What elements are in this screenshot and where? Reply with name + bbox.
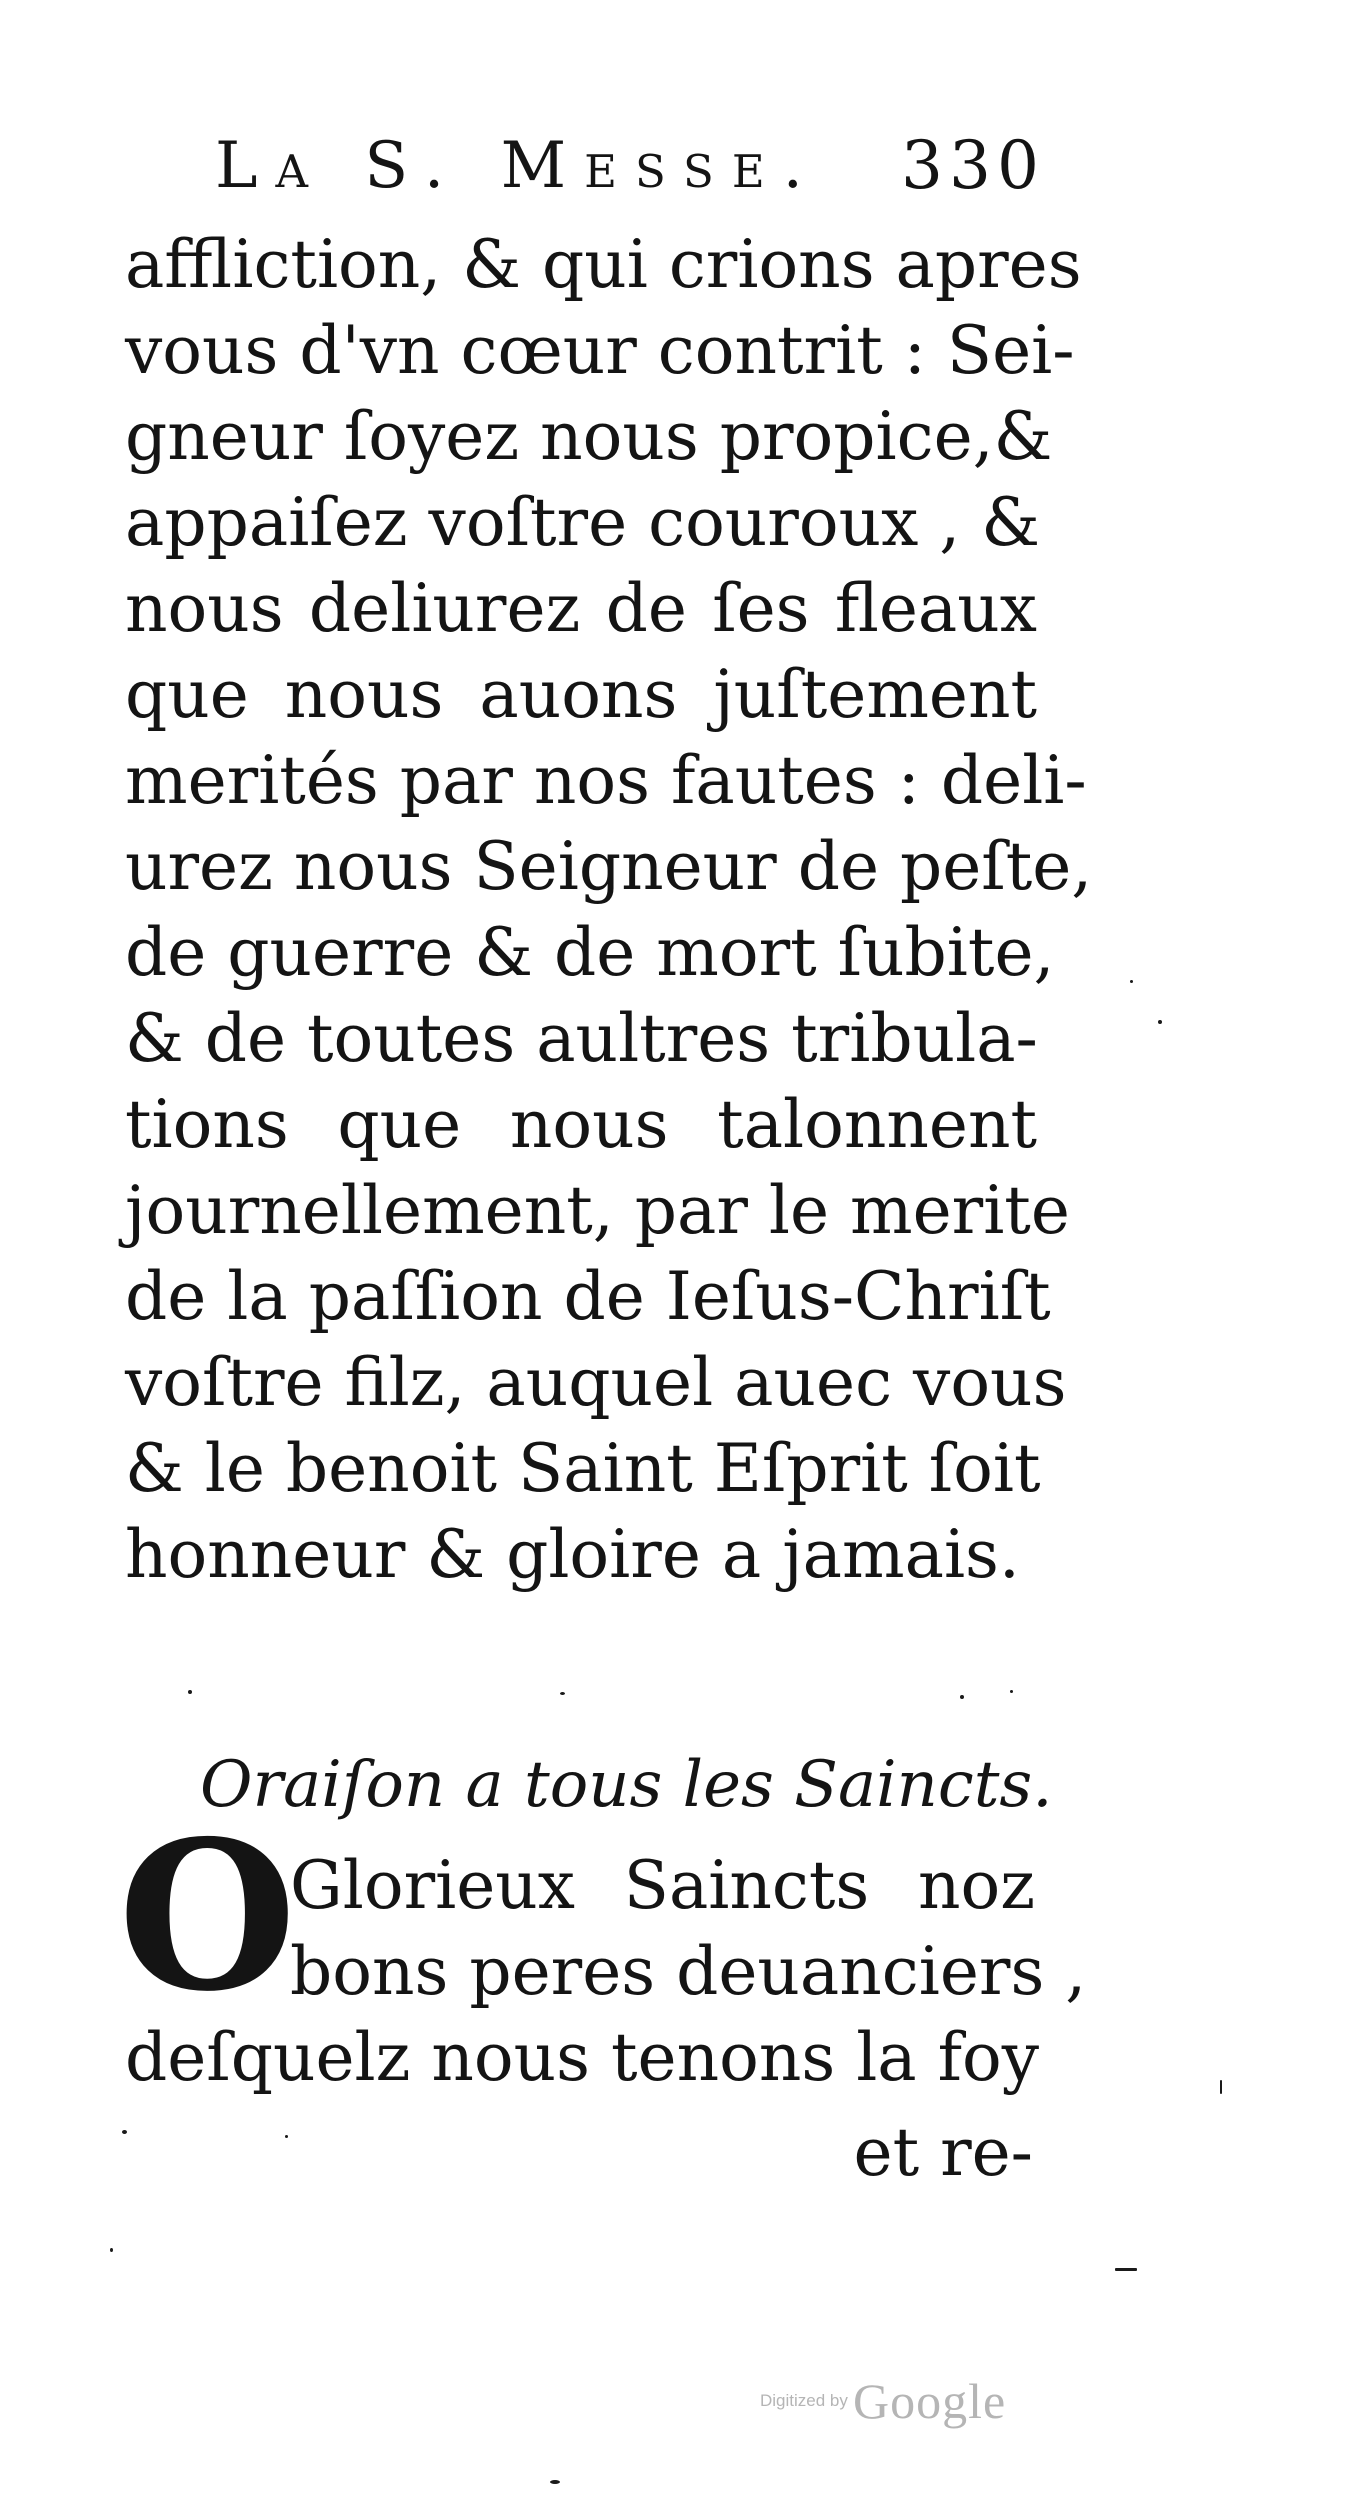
text-line: tions que nous talonnent: [125, 1086, 1037, 1163]
catchword: et re-: [853, 2114, 1033, 2191]
page-header: [215, 118, 1045, 214]
scan-speck: [110, 2248, 113, 2252]
text-line: & le benoit Saint Eſprit ſoit: [125, 1430, 1041, 1507]
scan-speck: [122, 2130, 127, 2134]
paragraph-prayer-indented: [290, 1843, 1087, 2015]
text-line: appaiſez voſtre couroux , &: [125, 484, 1041, 561]
text-line: honneur & gloire a jamais.: [125, 1516, 1020, 1593]
scan-speck: [1115, 2268, 1137, 2271]
paragraph-prayer: [125, 2015, 1040, 2101]
digitization-watermark: [760, 2372, 1006, 2430]
text-line: de la paſſion de Ieſus-Chriſt: [125, 1258, 1051, 1335]
text-line: affliction, & qui crions apres: [125, 226, 1082, 303]
text-line: que nous auons juſtement: [125, 656, 1037, 733]
text-line: gneur ſoyez nous propice,&: [125, 398, 1053, 475]
text-line: merités par nos fautes : deli-: [125, 742, 1087, 819]
section-heading: Oraiſon a tous les Saincts.: [200, 1748, 1053, 1822]
paragraph-litany: [125, 222, 1093, 1598]
scan-speck: [550, 2480, 560, 2484]
scan-speck: [1130, 980, 1133, 983]
text-line: vous d'vn cœur contrit : Sei-: [125, 312, 1075, 389]
scan-speck: [285, 2135, 288, 2138]
scan-speck: [188, 1690, 192, 1694]
text-line: nous deliurez de ſes fleaux: [125, 570, 1037, 647]
text-line: & de toutes aultres tribula-: [125, 1000, 1038, 1077]
text-line: voſtre filz, auquel auec vous: [125, 1344, 1067, 1421]
scan-speck: [960, 1695, 964, 1699]
text-line: de guerre & de mort ſubite,: [125, 914, 1055, 991]
text-line: Glorieux Saincts noz: [290, 1847, 1035, 1924]
scan-speck: [1010, 1690, 1013, 1693]
scan-speck: [1158, 1020, 1162, 1024]
drop-cap-initial: O: [118, 1797, 297, 2037]
watermark-prefix: Digitized by: [760, 2391, 848, 2410]
scan-speck: [560, 1692, 565, 1695]
page-number: 330: [901, 127, 1045, 204]
google-logo: Google: [852, 2373, 1007, 2429]
text-line: urez nous Seigneur de peſte,: [125, 828, 1093, 905]
running-title: La S. Messe.: [215, 129, 822, 203]
text-line: deſquelz nous tenons la foy: [125, 2019, 1040, 2096]
scan-speck: [1220, 2080, 1222, 2094]
text-line: bons peres deuanciers ,: [290, 1933, 1087, 2010]
text-line: journellement, par le merite: [125, 1172, 1070, 1249]
